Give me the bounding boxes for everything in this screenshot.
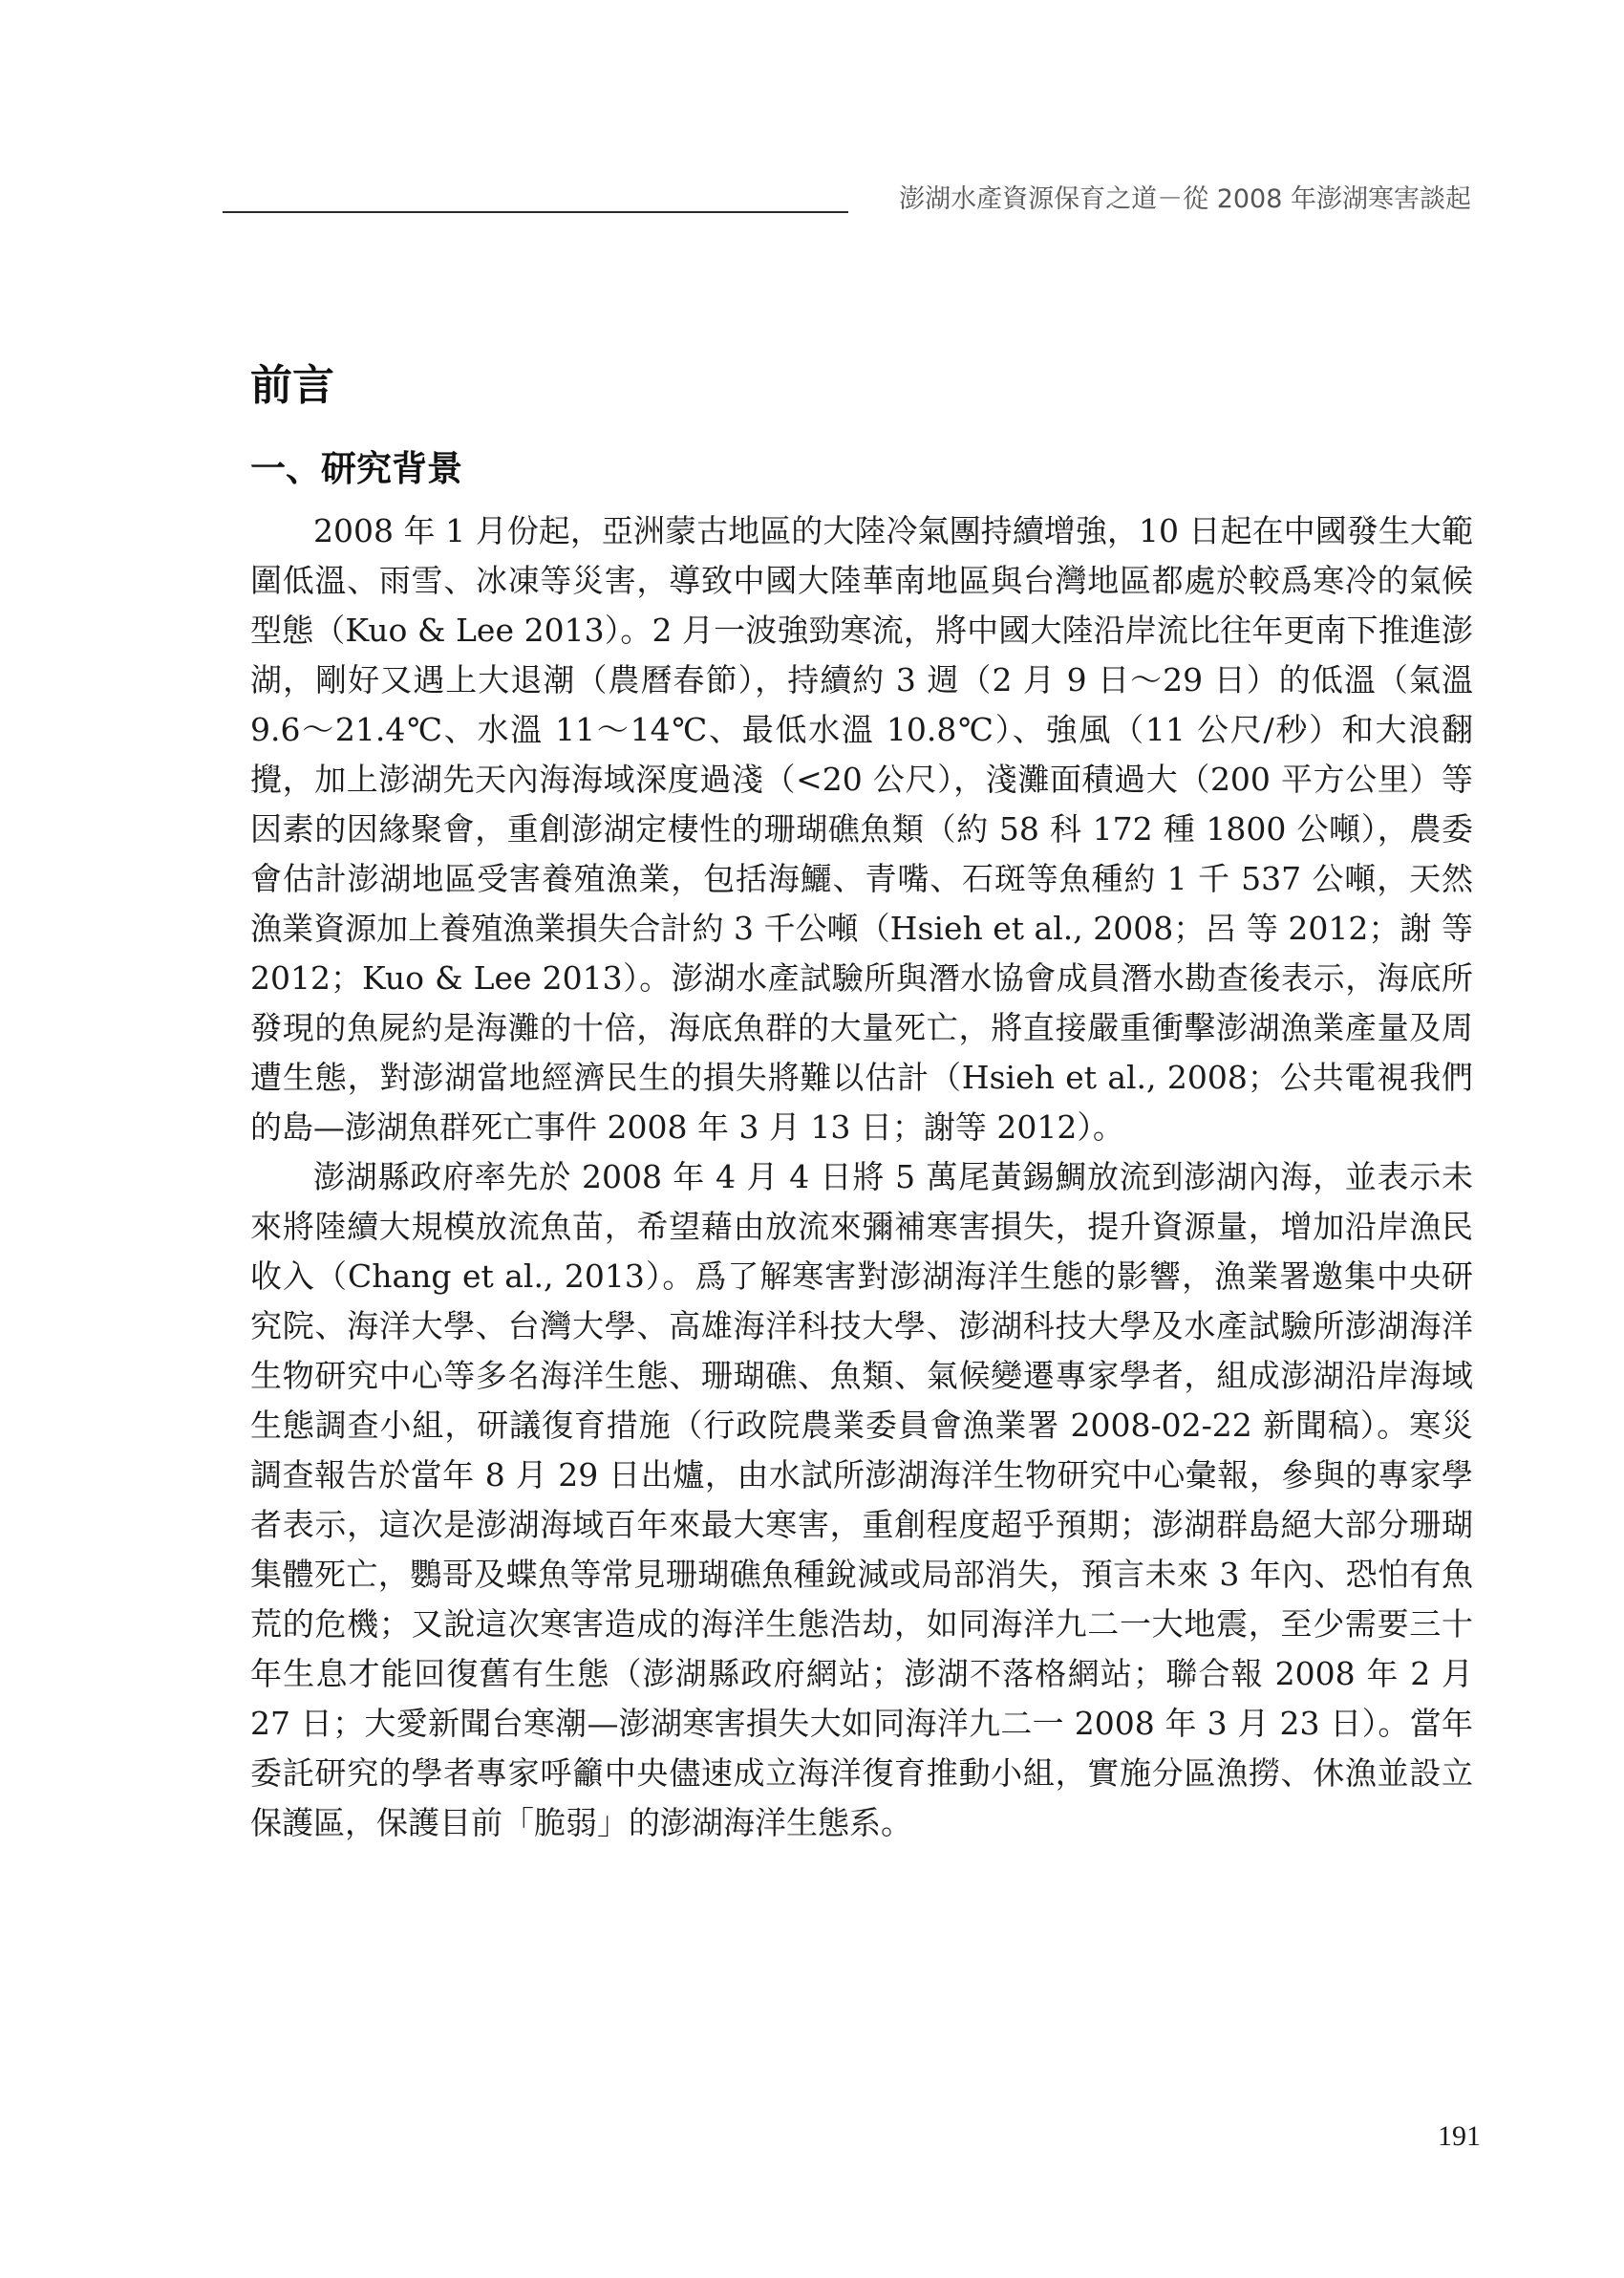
page-number: 191	[1438, 2120, 1481, 2152]
header-divider	[223, 211, 848, 213]
section-title: 前言	[250, 361, 334, 410]
running-header-title: 澎湖水產資源保育之道－從 2008 年澎湖寒害談起	[899, 184, 1471, 214]
paragraph: 2008 年 1 月份起，亞洲蒙古地區的大陸冷氣團持續增強，10 日起在中國發生大範圍低溫、雨雪、冰凍等災害，導致中國大陸華南地區與台灣地區都處於較爲寒冷的氣候型態（Kuo & Lee 2013）。2 月一波強勁寒流，將中國大陸沿岸流比往年更南下推進澎湖，剛好又遇上大退潮（農曆春節），持續約 3 週（2 月 9 日～29 日）的低溫（氣溫 9.6～21.4℃、水溫 11～14℃、最低水溫 10.8℃）、強風（11 公尺/秒）和大浪翻攪，加上澎湖先天內海海域深度過淺（<20 公尺），淺灘面積過大（200 平方公里）等因素的因緣聚會，重創澎湖定棲性的珊瑚礁魚類（約 58 科 172 種 1800 公噸），農委會估計澎湖地區受害養殖漁業，包括海鱺、青嘴、石斑等魚種約 1 千 537 公噸，天然漁業資源加上養殖漁業損失合計約 3 千公噸（Hsieh et al., 2008；呂 等 2012；謝 等 2012；Kuo & Lee 2013）。澎湖水產試驗所與潛水協會成員潛水勘查後表示，海底所發現的魚屍約是海灘的十倍，海底魚群的大量死亡，將直接嚴重衝擊澎湖漁業產量及周遭生態，對澎湖當地經濟民生的損失將難以估計（Hsieh et al., 2008；公共電視我們的島—澎湖魚群死亡事件 2008 年 3 月 13 日；謝等 2012）。	[250, 512, 1473, 1146]
subsection-title: 一、研究背景	[250, 447, 462, 489]
body-text	[250, 506, 1473, 1848]
paragraph: 澎湖縣政府率先於 2008 年 4 月 4 日將 5 萬尾黃錫鯛放流到澎湖內海，並表示未來將陸續大規模放流魚苗，希望藉由放流來彌補寒害損失，提升資源量，增加沿岸漁民收入（Chang et al., 2013）。爲了解寒害對澎湖海洋生態的影響，漁業署邀集中央研究院、海洋大學、台灣大學、高雄海洋科技大學、澎湖科技大學及水產試驗所澎湖海洋生物研究中心等多名海洋生態、珊瑚礁、魚類、氣候變遷專家學者，組成澎湖沿岸海域生態調查小組，研議復育措施（行政院農業委員會漁業署 2008-02-22 新聞稿）。寒災調查報告於當年 8 月 29 日出爐，由水試所澎湖海洋生物研究中心彙報，參與的專家學者表示，這次是澎湖海域百年來最大寒害，重創程度超乎預期；澎湖群島絕大部分珊瑚集體死亡，鸚哥及蝶魚等常見珊瑚礁魚種銳減或局部消失，預言未來 3 年內、恐怕有魚荒的危機；又說這次寒害造成的海洋生態浩劫，如同海洋九二一大地震，至少需要三十年生息才能回復舊有生態（澎湖縣政府網站；澎湖不落格網站；聯合報 2008 年 2 月 27 日；大愛新聞台寒潮—澎湖寒害損失大如同海洋九二一 2008 年 3 月 23 日）。當年委託研究的學者專家呼籲中央儘速成立海洋復育推動小組，實施分區漁撈、休漁並設立保護區，保護目前「脆弱」的澎湖海洋生態系。	[250, 1158, 1473, 1841]
